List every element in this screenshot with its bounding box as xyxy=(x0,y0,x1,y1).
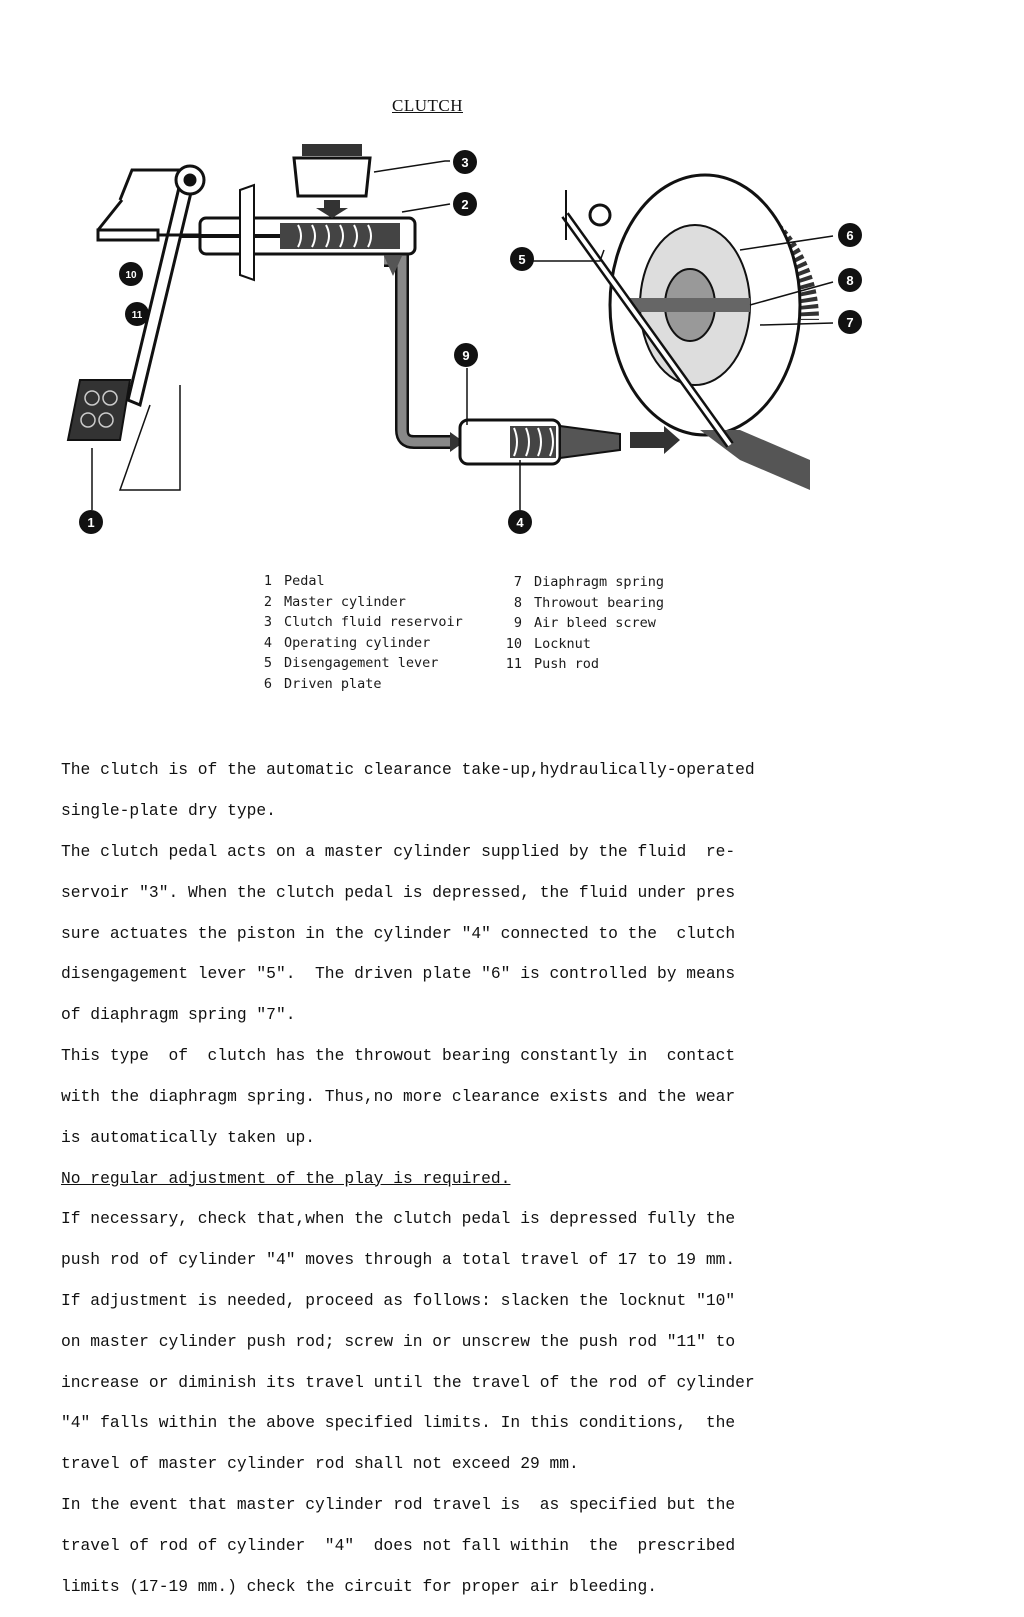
legend-item: 1 Pedal xyxy=(263,573,325,589)
text-line: In the event that master cylinder rod travel is as specified but the xyxy=(61,1495,736,1515)
text-line: If adjustment is needed, proceed as follows: slacken the locknut "10" xyxy=(61,1290,736,1310)
pedal-assembly xyxy=(98,166,204,490)
svg-text:5: 5 xyxy=(518,252,526,267)
text-line: increase or diminish its travel until the travel of the rod of cylinder xyxy=(61,1372,755,1392)
legend-item: 6 Driven plate xyxy=(263,675,382,692)
legend-item: 2 Master cylinder xyxy=(263,593,406,610)
callout-9 xyxy=(454,343,478,367)
clutch-system-diagram xyxy=(40,130,980,550)
hydraulic-line xyxy=(384,256,464,452)
svg-text:1: 1 xyxy=(87,515,95,530)
callout-1 xyxy=(79,510,103,534)
legend-item: 3 Clutch fluid reservoir xyxy=(263,614,463,630)
callout-4 xyxy=(508,510,532,534)
callout-3 xyxy=(453,150,477,174)
text-line: single-plate dry type. xyxy=(61,801,276,821)
text-line: on master cylinder push rod; screw in or unscrew the push rod "11" to xyxy=(61,1331,736,1351)
svg-text:9: 9 xyxy=(462,348,470,363)
text-line: limits (17-19 mm.) check the circuit for proper air bleeding. xyxy=(61,1576,657,1596)
svg-text:4: 4 xyxy=(516,515,524,530)
text-line: disengagement lever "5". The driven plate "6" is controlled by means xyxy=(61,964,736,984)
callout-2 xyxy=(453,192,477,216)
text-line: is automatically taken up. xyxy=(61,1127,316,1147)
fluid-reservoir xyxy=(294,144,370,218)
text-line: The clutch pedal acts on a master cylinder supplied by the fluid re- xyxy=(61,842,736,862)
legend-item: 9 Air bleed screw xyxy=(513,615,656,631)
legend-item: 4 Operating cylinder xyxy=(263,634,431,651)
text-line: This type of clutch has the throwout bearing constantly in contact xyxy=(61,1046,736,1066)
legend-item: 10 Locknut xyxy=(505,635,591,652)
callout-7 xyxy=(838,310,862,334)
text-line: sure actuates the piston in the cylinder "4" connected to the clutch xyxy=(61,923,736,943)
body-text xyxy=(61,740,881,1617)
text-line: travel of rod of cylinder "4" does not fall within the prescribed xyxy=(61,1535,736,1555)
legend-item: 8 Throwout bearing xyxy=(513,594,665,611)
text-line: push rod of cylinder "4" moves through a total travel of 17 to 19 mm. xyxy=(61,1250,736,1270)
svg-text:2: 2 xyxy=(461,197,469,212)
page-title: CLUTCH xyxy=(392,96,463,115)
operating-cylinder xyxy=(460,420,680,464)
legend-left xyxy=(250,571,463,694)
text-line: travel of master cylinder rod shall not exceed 29 mm. xyxy=(61,1454,579,1474)
pedal-pad xyxy=(68,380,130,440)
callout-11 xyxy=(125,302,149,326)
svg-text:3: 3 xyxy=(461,155,469,170)
svg-text:8: 8 xyxy=(846,273,854,288)
legend-right xyxy=(500,572,664,675)
text-line: with the diaphragm spring. Thus,no more clearance exists and the wear xyxy=(61,1086,736,1106)
legend-item: 7 Diaphragm spring xyxy=(513,574,665,590)
text-line: No regular adjustment of the play is required. xyxy=(61,1168,511,1188)
legend-item: 11 Push rod xyxy=(505,656,600,672)
master-cylinder xyxy=(180,185,415,280)
svg-text:7: 7 xyxy=(846,315,854,330)
callout-6 xyxy=(838,223,862,247)
svg-text:6: 6 xyxy=(846,228,854,243)
text-line: servoir "3". When the clutch pedal is depressed, the fluid under pres xyxy=(61,882,736,902)
text-line: of diaphragm spring "7". xyxy=(61,1005,296,1025)
text-line: "4" falls within the above specified limits. In this conditions, the xyxy=(61,1413,736,1433)
legend-item: 5 Disengagement lever xyxy=(263,655,439,671)
text-line: If necessary, check that,when the clutch pedal is depressed fully the xyxy=(61,1209,736,1229)
svg-text:10: 10 xyxy=(125,270,137,281)
callout-10 xyxy=(119,262,143,286)
text-line: The clutch is of the automatic clearance take-up,hydraulically-operated xyxy=(61,760,755,780)
svg-text:11: 11 xyxy=(131,310,143,321)
callout-8 xyxy=(838,268,862,292)
callout-5 xyxy=(510,247,534,271)
